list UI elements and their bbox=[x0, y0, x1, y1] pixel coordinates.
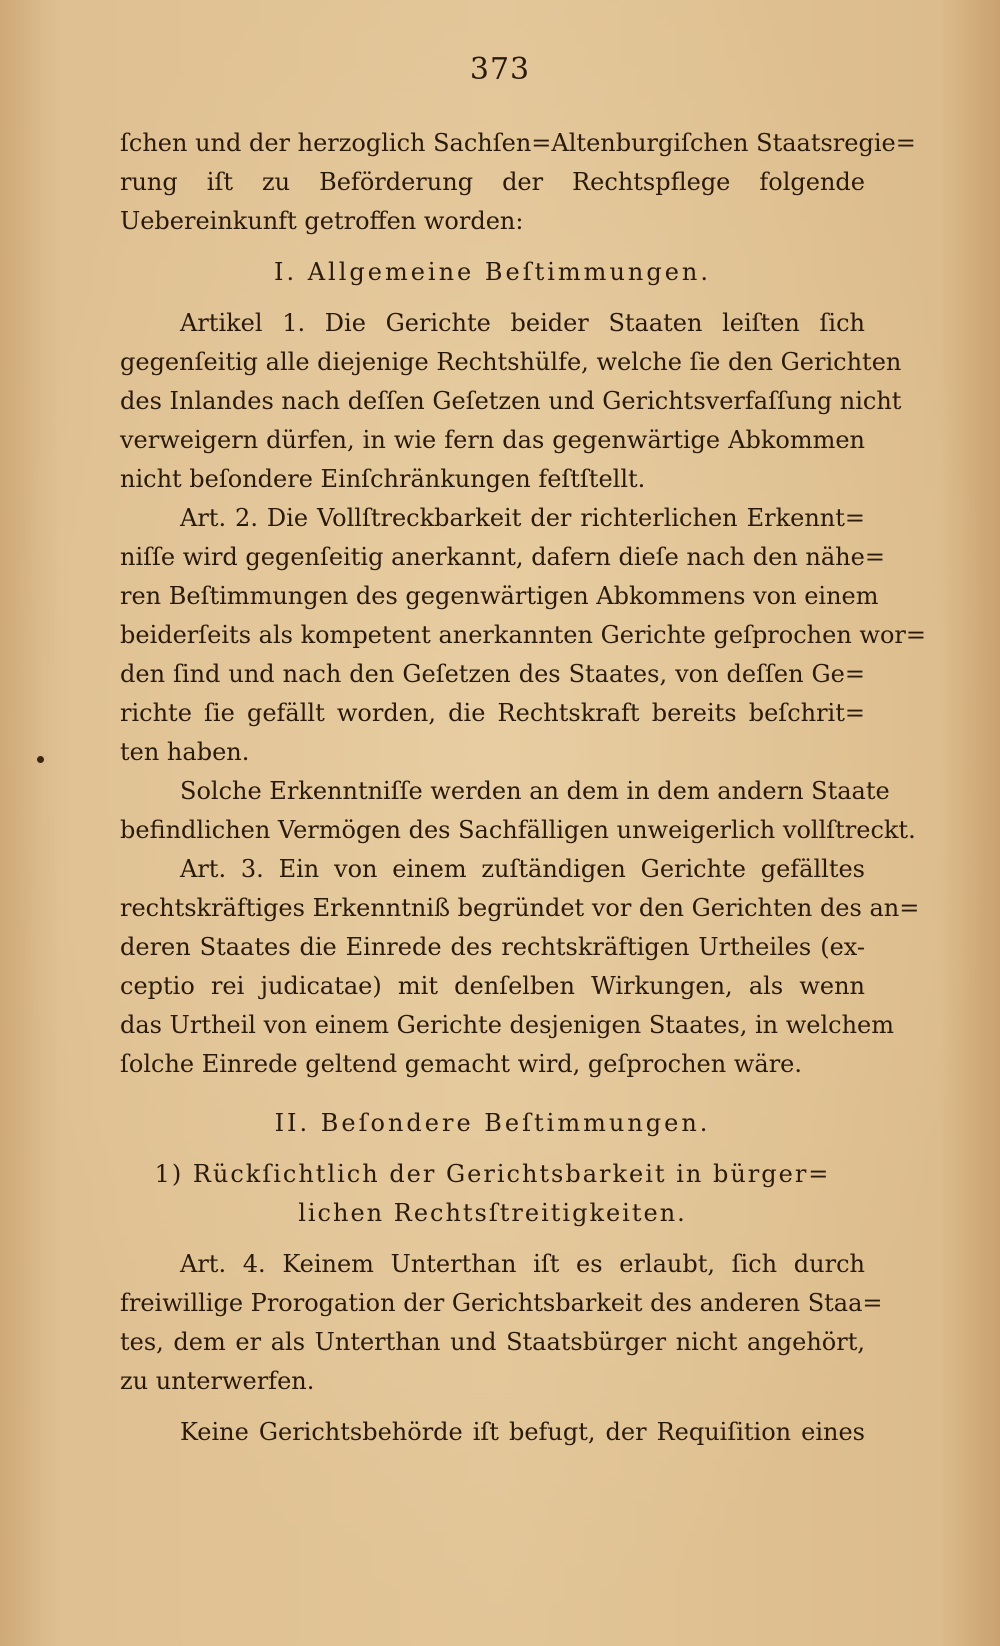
text-line: Art. 3. Ein von einem zuſtändigen Gerichte gefälltes bbox=[180, 855, 865, 883]
text-line: richte ſie gefällt worden, die Rechtskraft bereits beſchrit= bbox=[120, 699, 865, 727]
text-line: rung iſt zu Beförderung der Rechtspflege folgende bbox=[120, 168, 865, 196]
text-line: Solche Erkenntniſſe werden an dem in dem andern Staate bbox=[180, 777, 890, 805]
text-line: tes, dem er als Unterthan und Staatsbürger nicht angehört, bbox=[120, 1328, 865, 1356]
text-line: Keine Gerichtsbehörde iſt befugt, der Requiſition eines bbox=[180, 1418, 865, 1446]
text-line: beiderſeits als kompetent anerkannten Gerichte geſprochen wor= bbox=[120, 621, 926, 649]
text-line: niſſe wird gegenſeitig anerkannt, dafern dieſe nach den nähe= bbox=[120, 543, 885, 571]
text-line: ten haben. bbox=[120, 738, 250, 766]
text-line: das Urtheil von einem Gerichte desjenigen Staates, in welchem bbox=[120, 1011, 894, 1039]
text-line: nicht beſondere Einſchränkungen feſtſtellt. bbox=[120, 465, 646, 493]
text-line: ren Beſtimmungen des gegenwärtigen Abkommens von einem bbox=[120, 582, 879, 610]
text-line: ſolche Einrede geltend gemacht wird, geſprochen wäre. bbox=[120, 1050, 802, 1078]
subsection-heading: lichen Rechtsſtreitigkeiten. bbox=[298, 1199, 687, 1227]
ink-dot bbox=[37, 756, 44, 763]
text-line: deren Staates die Einrede des rechtskräftigen Urtheiles (ex- bbox=[120, 933, 865, 961]
subsection-heading: 1) Rückſichtlich der Gerichtsbarkeit in bürger= bbox=[154, 1160, 831, 1188]
text-line: ſchen und der herzoglich Sachſen=Altenburgiſchen Staatsregie= bbox=[120, 129, 916, 157]
text-line: rechtskräftiges Erkenntniß begründet vor den Gerichten des an= bbox=[120, 894, 920, 922]
text-line: den ſind und nach den Geſetzen des Staates, von deſſen Ge= bbox=[120, 660, 865, 688]
text-line: zu unterwerfen. bbox=[120, 1367, 315, 1395]
text-line: Art. 2. Die Vollſtreckbarkeit der richterlichen Erkennt= bbox=[180, 504, 865, 532]
text-line: Artikel 1. Die Gerichte beider Staaten leiſten ſich bbox=[180, 309, 865, 337]
text-line: verweigern dürfen, in wie fern das gegenwärtige Abkommen bbox=[120, 426, 865, 454]
page-text bbox=[120, 124, 926, 1452]
text-line: Art. 4. Keinem Unterthan iſt es erlaubt, ſich durch bbox=[180, 1250, 865, 1278]
text-line: befindlichen Vermögen des Sachfälligen unweigerlich vollſtreckt. bbox=[120, 816, 916, 844]
text-line: des Inlandes nach deſſen Geſetzen und Gerichtsverfaſſung nicht bbox=[120, 387, 902, 415]
page-number: 373 bbox=[469, 52, 531, 87]
text-line: gegenſeitig alle diejenige Rechtshülfe, welche ſie den Gerichten bbox=[120, 348, 902, 376]
text-line: freiwillige Prorogation der Gerichtsbarkeit des anderen Staa= bbox=[120, 1289, 883, 1317]
text-line: ceptio rei judicatae) mit denſelben Wirkungen, als wenn bbox=[120, 972, 865, 1000]
section-heading: I. Allgemeine Beſtimmungen. bbox=[273, 258, 712, 286]
section-heading: II. Beſondere Beſtimmungen. bbox=[274, 1109, 711, 1137]
text-line: Uebereinkunft getroffen worden: bbox=[120, 207, 524, 235]
